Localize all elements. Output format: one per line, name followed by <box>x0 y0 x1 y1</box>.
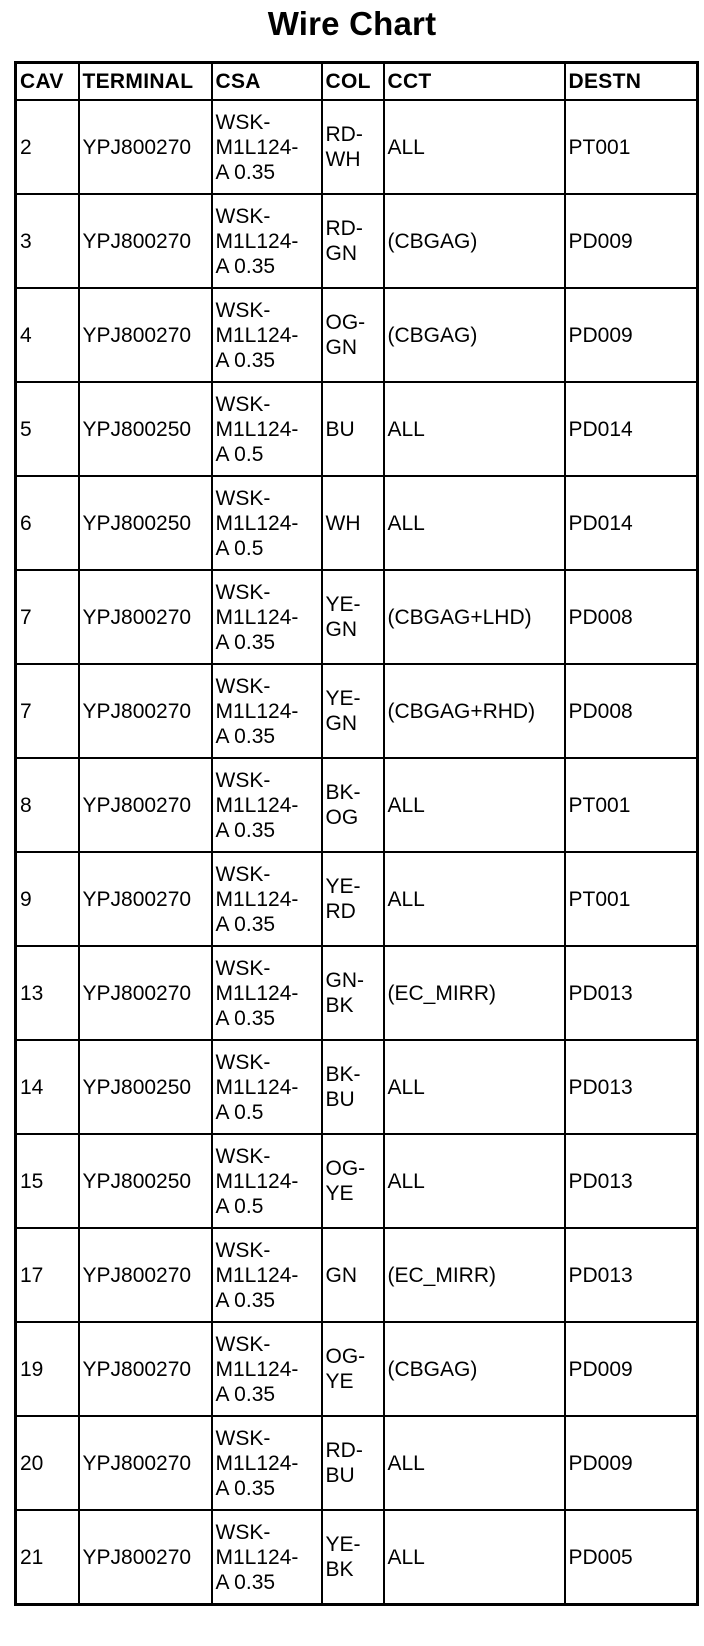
col-line: YE- <box>325 593 361 616</box>
csa-line: WSK- <box>215 1332 271 1356</box>
csa-line: M1L124- <box>215 699 299 723</box>
table-header-row <box>16 63 698 101</box>
cct-cell: ALL <box>384 1510 565 1605</box>
csa-line: A 0.5 <box>215 442 264 466</box>
col-line: GN <box>325 712 357 735</box>
cav-cell: 9 <box>16 852 79 946</box>
csa-cell <box>212 476 322 570</box>
destn-cell: PD013 <box>565 1040 698 1134</box>
csa-cell <box>212 852 322 946</box>
csa-cell <box>212 1228 322 1322</box>
csa-cell <box>212 288 322 382</box>
col-line: OG <box>325 806 359 829</box>
terminal-cell: YPJ800270 <box>79 852 212 946</box>
csa-line: WSK- <box>215 768 271 792</box>
csa-line: A 0.35 <box>215 818 276 842</box>
destn-cell: PT001 <box>565 852 698 946</box>
cav-cell: 7 <box>16 570 79 664</box>
cav-cell: 13 <box>16 946 79 1040</box>
cct-cell: ALL <box>384 758 565 852</box>
csa-cell <box>212 382 322 476</box>
csa-line: A 0.35 <box>215 724 276 748</box>
cav-cell: 15 <box>16 1134 79 1228</box>
table-row <box>16 664 698 758</box>
col-line: OG- <box>325 1157 366 1180</box>
terminal-cell: YPJ800270 <box>79 946 212 1040</box>
col-line: BU <box>325 1464 355 1487</box>
csa-cell <box>212 664 322 758</box>
csa-line: A 0.35 <box>215 1288 276 1312</box>
column-header-cct: CCT <box>384 63 565 101</box>
destn-cell: PT001 <box>565 100 698 194</box>
terminal-cell: YPJ800270 <box>79 664 212 758</box>
col-line: RD <box>325 900 356 923</box>
col-cell <box>322 664 384 758</box>
col-line: WH <box>325 511 361 535</box>
col-line: GN <box>325 1263 357 1287</box>
csa-line: A 0.5 <box>215 1100 264 1124</box>
table-row <box>16 1040 698 1134</box>
cct-cell: (CBGAG) <box>384 194 565 288</box>
cct-cell: ALL <box>384 100 565 194</box>
csa-line: A 0.35 <box>215 160 276 184</box>
cav-cell: 6 <box>16 476 79 570</box>
table-row <box>16 1510 698 1605</box>
table-row <box>16 852 698 946</box>
table-row <box>16 476 698 570</box>
csa-cell <box>212 1134 322 1228</box>
destn-cell: PD013 <box>565 946 698 1040</box>
column-header-col: COL <box>322 63 384 101</box>
csa-cell <box>212 946 322 1040</box>
col-line: GN- <box>325 969 364 992</box>
csa-line: A 0.35 <box>215 1006 276 1030</box>
csa-line: A 0.35 <box>215 1382 276 1406</box>
cct-cell: (CBGAG+LHD) <box>384 570 565 664</box>
col-line: YE <box>325 1370 354 1393</box>
csa-line: A 0.35 <box>215 912 276 936</box>
column-header-csa: CSA <box>212 63 322 101</box>
col-cell <box>322 946 384 1040</box>
cct-cell: ALL <box>384 1416 565 1510</box>
csa-line: WSK- <box>215 674 271 698</box>
terminal-cell: YPJ800270 <box>79 570 212 664</box>
cct-cell: (CBGAG) <box>384 1322 565 1416</box>
terminal-cell: YPJ800270 <box>79 100 212 194</box>
col-cell <box>322 382 384 476</box>
destn-cell: PD014 <box>565 476 698 570</box>
terminal-cell: YPJ800270 <box>79 1416 212 1510</box>
col-cell <box>322 570 384 664</box>
terminal-cell: YPJ800270 <box>79 288 212 382</box>
csa-cell <box>212 194 322 288</box>
col-line: BU <box>325 417 355 441</box>
csa-line: WSK- <box>215 204 271 228</box>
col-line: BK- <box>325 1063 361 1086</box>
terminal-cell: YPJ800270 <box>79 1322 212 1416</box>
col-line: BK <box>325 994 354 1017</box>
col-cell <box>322 852 384 946</box>
csa-line: M1L124- <box>215 887 299 911</box>
cav-cell: 7 <box>16 664 79 758</box>
table-row <box>16 946 698 1040</box>
destn-cell: PD014 <box>565 382 698 476</box>
destn-cell: PD005 <box>565 1510 698 1605</box>
destn-cell: PD008 <box>565 664 698 758</box>
col-line: BU <box>325 1088 355 1111</box>
csa-line: A 0.35 <box>215 1476 276 1500</box>
table-row <box>16 382 698 476</box>
col-cell <box>322 1510 384 1605</box>
col-line: GN <box>325 242 357 265</box>
table-row <box>16 1134 698 1228</box>
csa-line: M1L124- <box>215 1451 299 1475</box>
csa-line: WSK- <box>215 1050 271 1074</box>
csa-line: A 0.35 <box>215 630 276 654</box>
csa-line: WSK- <box>215 392 271 416</box>
page-title: Wire Chart <box>267 5 437 42</box>
terminal-cell: YPJ800270 <box>79 1228 212 1322</box>
csa-line: WSK- <box>215 110 271 134</box>
terminal-cell: YPJ800250 <box>79 476 212 570</box>
csa-line: M1L124- <box>215 793 299 817</box>
cav-cell: 21 <box>16 1510 79 1605</box>
cav-cell: 19 <box>16 1322 79 1416</box>
col-cell <box>322 288 384 382</box>
csa-line: A 0.5 <box>215 536 264 560</box>
table-row <box>16 1322 698 1416</box>
csa-cell <box>212 1322 322 1416</box>
terminal-cell: YPJ800250 <box>79 1134 212 1228</box>
table-row <box>16 1416 698 1510</box>
cct-cell: ALL <box>384 852 565 946</box>
cct-cell: ALL <box>384 1134 565 1228</box>
csa-line: M1L124- <box>215 981 299 1005</box>
destn-cell: PD009 <box>565 288 698 382</box>
cav-cell: 20 <box>16 1416 79 1510</box>
col-cell <box>322 1228 384 1322</box>
col-line: YE- <box>325 1533 361 1556</box>
col-line: OG- <box>325 1345 366 1368</box>
destn-cell: PD009 <box>565 194 698 288</box>
col-line: RD- <box>325 123 363 146</box>
col-line: GN <box>325 618 357 641</box>
destn-cell: PT001 <box>565 758 698 852</box>
cct-cell: ALL <box>384 1040 565 1134</box>
col-cell <box>322 1322 384 1416</box>
destn-cell: PD013 <box>565 1134 698 1228</box>
csa-line: M1L124- <box>215 1545 299 1569</box>
cav-cell: 2 <box>16 100 79 194</box>
csa-line: M1L124- <box>215 1263 299 1287</box>
col-line: GN <box>325 336 357 359</box>
csa-line: WSK- <box>215 1426 271 1450</box>
csa-line: A 0.35 <box>215 348 276 372</box>
csa-line: WSK- <box>215 956 271 980</box>
destn-cell: PD009 <box>565 1322 698 1416</box>
col-cell <box>322 758 384 852</box>
col-line: BK- <box>325 781 361 804</box>
csa-cell <box>212 758 322 852</box>
destn-cell: PD008 <box>565 570 698 664</box>
cct-cell: ALL <box>384 476 565 570</box>
csa-line: M1L124- <box>215 135 299 159</box>
table-row <box>16 758 698 852</box>
col-cell <box>322 476 384 570</box>
cct-cell: (CBGAG) <box>384 288 565 382</box>
col-line: OG- <box>325 311 366 334</box>
col-line: YE- <box>325 687 361 710</box>
table-row <box>16 1228 698 1322</box>
csa-line: M1L124- <box>215 229 299 253</box>
csa-line: WSK- <box>215 1520 271 1544</box>
col-line: RD- <box>325 217 363 240</box>
table-row <box>16 288 698 382</box>
wire-chart-body <box>16 100 698 1605</box>
terminal-cell: YPJ800270 <box>79 758 212 852</box>
cav-cell: 5 <box>16 382 79 476</box>
cav-cell: 8 <box>16 758 79 852</box>
csa-line: A 0.5 <box>215 1194 264 1218</box>
cav-cell: 4 <box>16 288 79 382</box>
col-line: BK <box>325 1558 354 1581</box>
csa-line: WSK- <box>215 862 271 886</box>
csa-line: M1L124- <box>215 605 299 629</box>
cct-cell: (EC_MIRR) <box>384 946 565 1040</box>
table-row <box>16 100 698 194</box>
csa-line: WSK- <box>215 1238 271 1262</box>
terminal-cell: YPJ800270 <box>79 194 212 288</box>
terminal-cell: YPJ800250 <box>79 382 212 476</box>
col-cell <box>322 100 384 194</box>
csa-line: A 0.35 <box>215 254 276 278</box>
csa-line: M1L124- <box>215 417 299 441</box>
cav-cell: 3 <box>16 194 79 288</box>
destn-cell: PD009 <box>565 1416 698 1510</box>
csa-line: WSK- <box>215 298 271 322</box>
destn-cell: PD013 <box>565 1228 698 1322</box>
col-line: WH <box>325 148 361 171</box>
col-line: YE <box>325 1182 354 1205</box>
csa-line: M1L124- <box>215 1075 299 1099</box>
wire-chart-table <box>14 61 699 1606</box>
csa-cell <box>212 1040 322 1134</box>
terminal-cell: YPJ800250 <box>79 1040 212 1134</box>
table-row <box>16 570 698 664</box>
col-cell <box>322 1416 384 1510</box>
terminal-cell: YPJ800270 <box>79 1510 212 1605</box>
cav-cell: 14 <box>16 1040 79 1134</box>
csa-cell <box>212 100 322 194</box>
col-cell <box>322 1040 384 1134</box>
csa-line: WSK- <box>215 1144 271 1168</box>
column-header-terminal: TERMINAL <box>79 63 212 101</box>
csa-line: M1L124- <box>215 1357 299 1381</box>
csa-cell <box>212 1416 322 1510</box>
col-cell <box>322 1134 384 1228</box>
column-header-destn: DESTN <box>565 63 698 101</box>
col-line: YE- <box>325 875 361 898</box>
csa-line: M1L124- <box>215 323 299 347</box>
csa-line: M1L124- <box>215 511 299 535</box>
table-row <box>16 194 698 288</box>
csa-line: A 0.35 <box>215 1570 276 1594</box>
column-header-cav: CAV <box>16 63 79 101</box>
csa-cell <box>212 1510 322 1605</box>
cct-cell: (CBGAG+RHD) <box>384 664 565 758</box>
csa-line: WSK- <box>215 486 271 510</box>
csa-line: M1L124- <box>215 1169 299 1193</box>
csa-line: WSK- <box>215 580 271 604</box>
csa-cell <box>212 570 322 664</box>
cct-cell: ALL <box>384 382 565 476</box>
cav-cell: 17 <box>16 1228 79 1322</box>
col-line: RD- <box>325 1439 363 1462</box>
cct-cell: (EC_MIRR) <box>384 1228 565 1322</box>
col-cell <box>322 194 384 288</box>
